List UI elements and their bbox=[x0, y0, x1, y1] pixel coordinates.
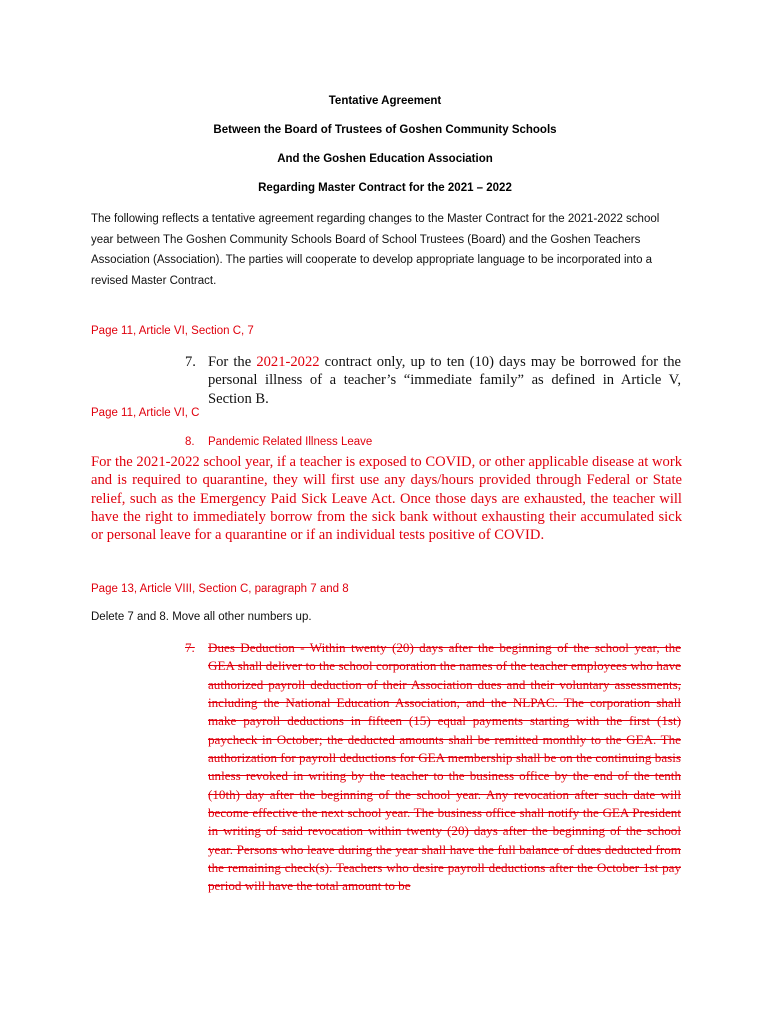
section-reference-3: Page 13, Article VIII, Section C, paragraph 7 and 8 bbox=[91, 583, 349, 595]
section-reference-1: Page 11, Article VI, Section C, 7 bbox=[91, 325, 254, 337]
item-year-highlight: 2021-2022 bbox=[256, 354, 320, 370]
struck-dues-deduction-item bbox=[185, 639, 681, 896]
section-reference-2: Page 11, Article VI, C bbox=[91, 407, 200, 419]
document-title: Tentative Agreement bbox=[328, 95, 442, 107]
item-number: 7. bbox=[185, 354, 196, 370]
subtitle-contract-year: Regarding Master Contract for the 2021 – 2022 bbox=[258, 182, 512, 194]
subtitle-association: And the Goshen Education Association bbox=[277, 153, 493, 165]
item-number: 7. bbox=[185, 640, 195, 655]
struck-text: Dues Deduction - Within twenty (20) days after the beginning of the school year, the GEA shall deliver to the school corporation the names of the teacher employees who have authorized payroll deduction of their Association dues and their voluntary assessments, including the National Education Association, and the NLPAC. The corporation shall make payroll deductions in fifteen (15) equal payments starting with the first (1st) paycheck in October; the deducted amounts shall be remitted monthly to the GEA. The authorization for payroll deductions for GEA membership shall be on the continuing basis unless revoked in writing by the teacher to the business office by the end of the tenth (10th) day after the beginning of the school year. Any revocation after such date will become effective the next school year. The business office shall notify the GEA President in writing of said revocation within twenty (20) days after the beginning of the school year. Persons who leave during the year shall have the full balance of dues deducted from the remaining check(s). Teachers who desire payroll deductions after the October 1st pay period will have the total amount to be bbox=[208, 640, 681, 894]
item-number: 8. bbox=[185, 436, 195, 448]
intro-paragraph: The following reflects a tentative agreement regarding changes to the Master Contract for the 2021-2022 school year between The Goshen Community Schools Board of School Trustees (Board) and the Goshen Teachers Association (Association). The parties will cooperate to develop appropriate language to be incorporated into a revised Master Contract. bbox=[91, 213, 660, 287]
subtitle-parties: Between the Board of Trustees of Goshen Community Schools bbox=[213, 124, 557, 136]
item-7-borrowed-days bbox=[185, 353, 681, 408]
item-text bbox=[208, 353, 681, 408]
item-text-start: For the bbox=[208, 354, 257, 370]
item-text-end: contract only, up to ten (10) days may be borrowed for the personal illness of a teacher’s “immediate family” as defined in Article V, Section B. bbox=[208, 354, 681, 407]
item-title: Pandemic Related Illness Leave bbox=[208, 436, 373, 448]
pandemic-leave-paragraph: For the 2021-2022 school year, if a teacher is exposed to COVID, or other applicable disease at work and is required to quarantine, they will first use any days/hours provided through Federal or State relief, such as the Emergency Paid Sick Leave Act. Once those days are exhausted, the teacher will have the right to immediately borrow from the sick bank without exhausting their accumulated sick or personal leave for a quarantine or if an individual tests positive of COVID. bbox=[91, 454, 682, 544]
item-8-heading bbox=[185, 436, 372, 448]
delete-instruction: Delete 7 and 8. Move all other numbers up. bbox=[91, 611, 312, 623]
